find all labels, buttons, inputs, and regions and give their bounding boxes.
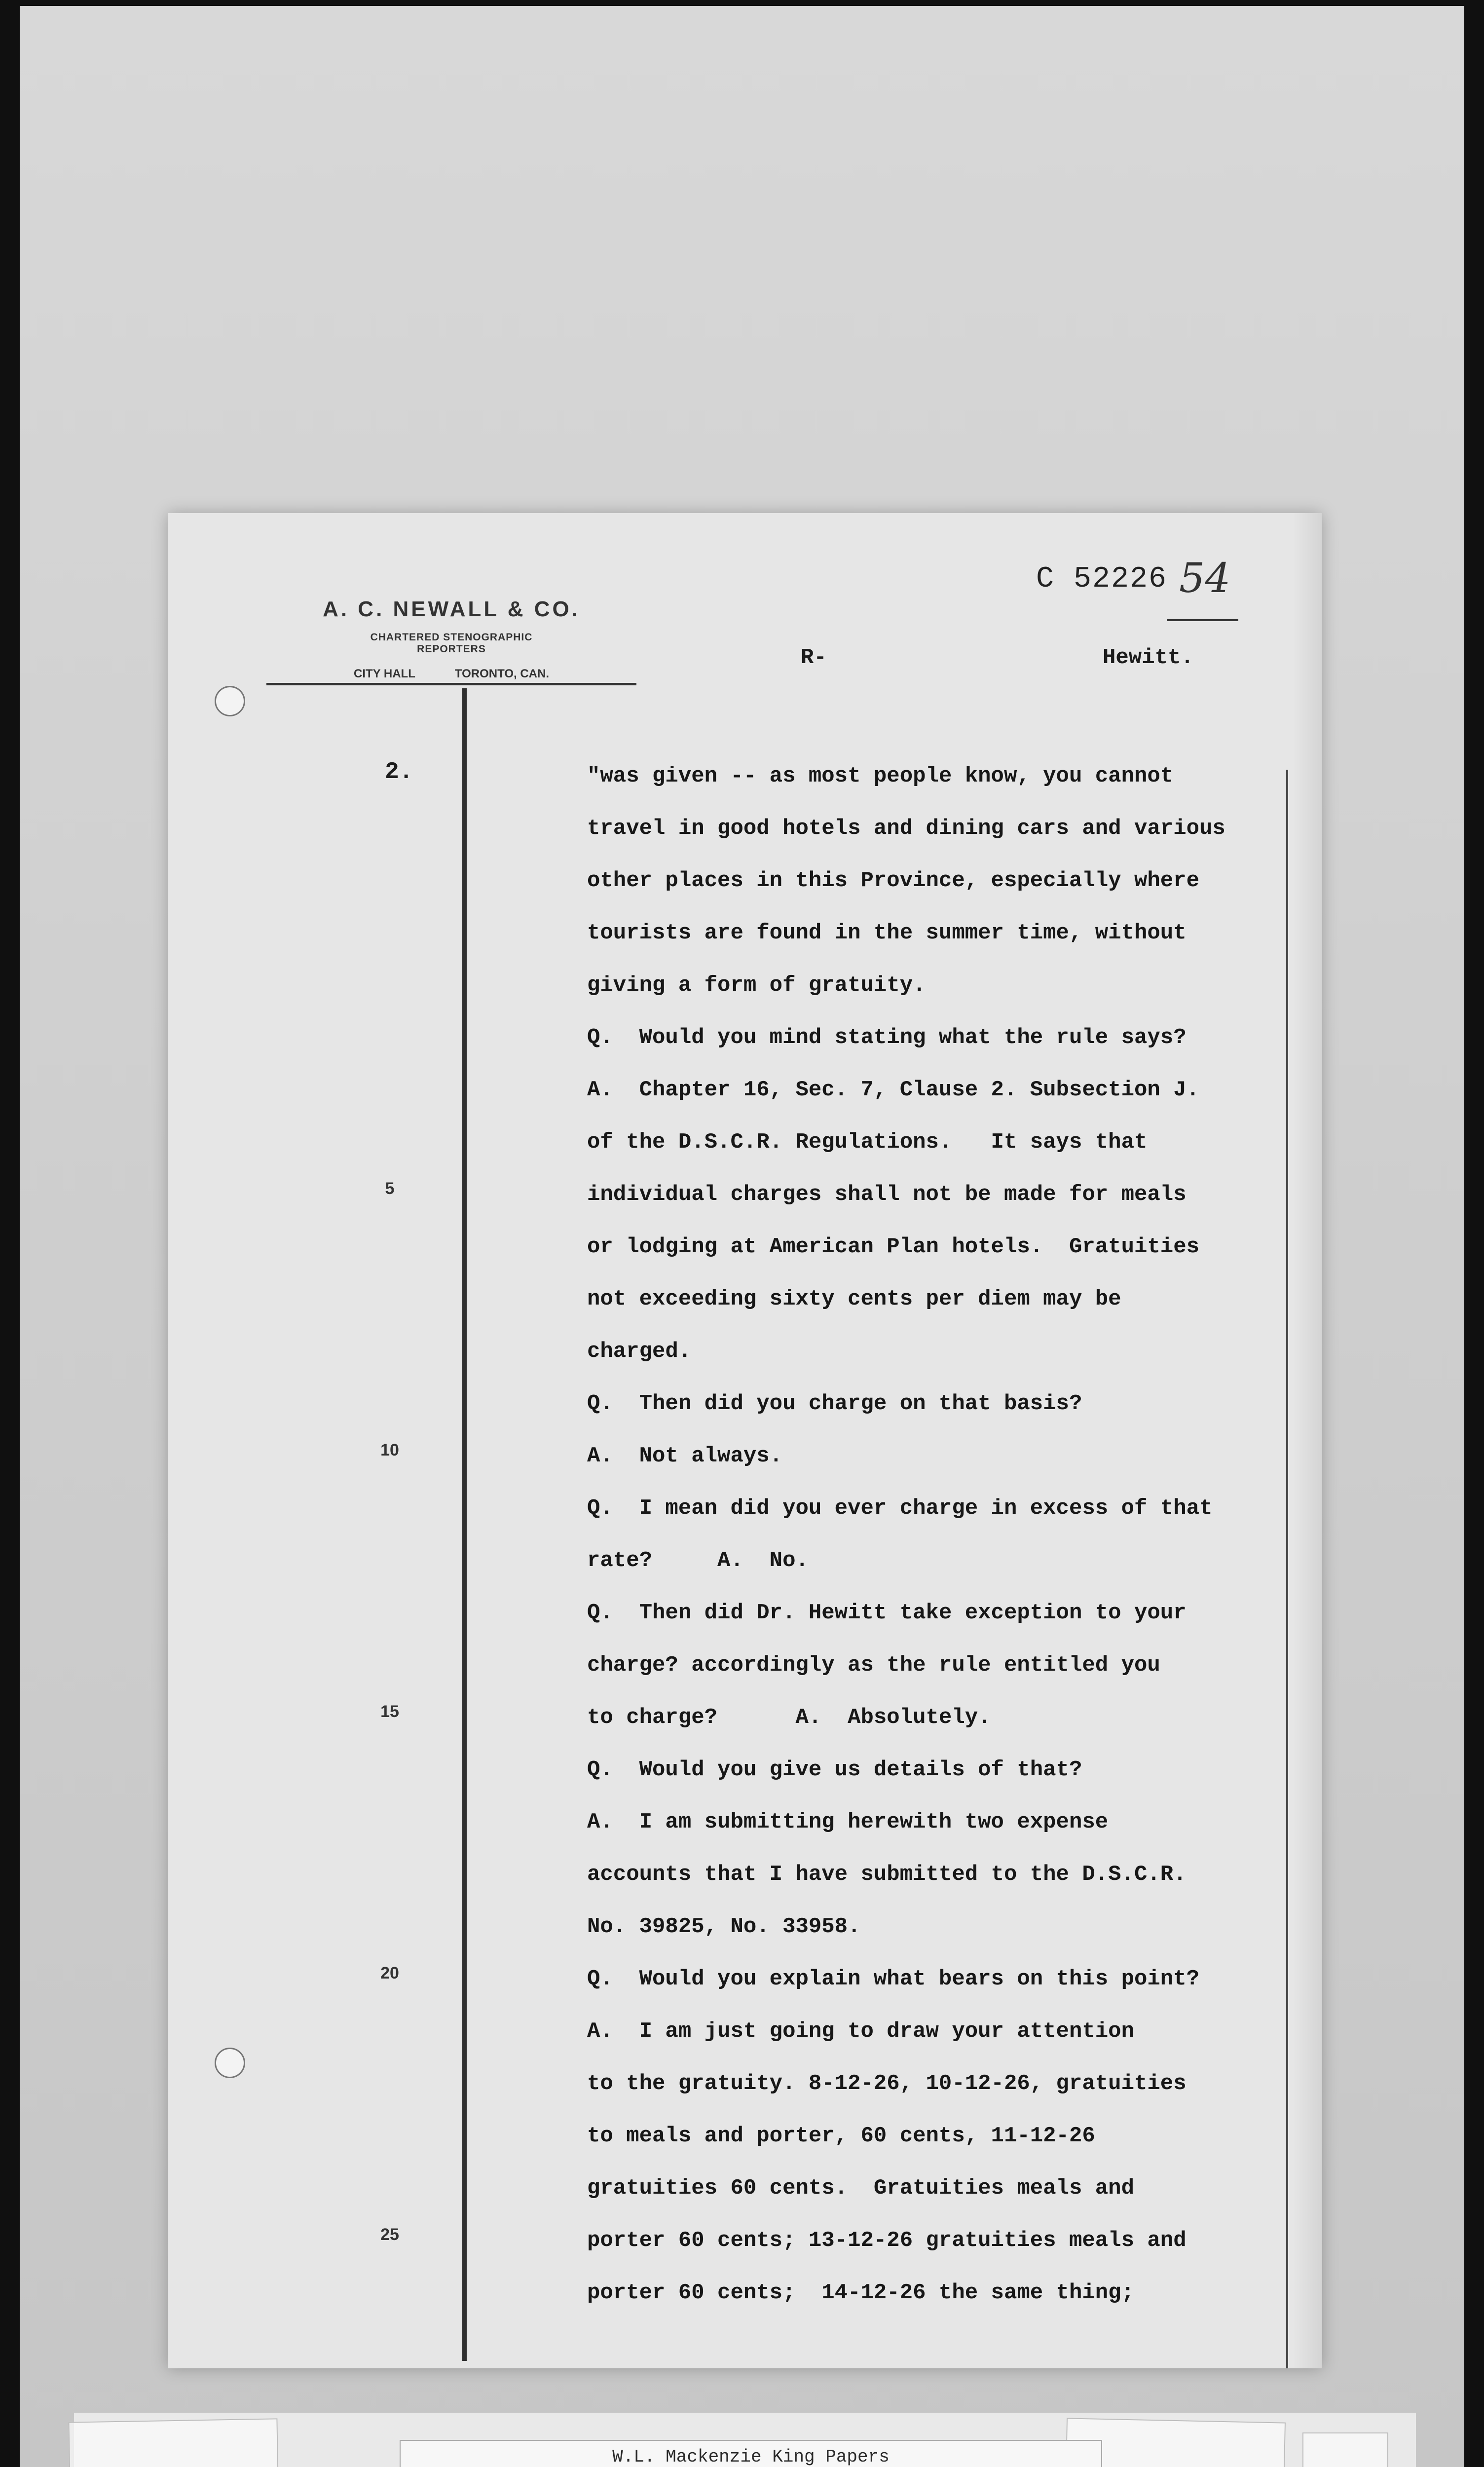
text-line: or lodging at American Plan hotels. Gratuities xyxy=(587,1234,1200,1259)
document-id: C 52226 xyxy=(1036,562,1168,596)
text-line: porter 60 cents; 13-12-26 gratuities meals and xyxy=(587,2228,1187,2253)
tape-strip xyxy=(68,2418,279,2467)
text-line: gratuities 60 cents. Gratuities meals and xyxy=(587,2176,1134,2201)
firm-name: A. C. NEWALL & CO. xyxy=(323,597,580,621)
text-line: travel in good hotels and dining cars and various xyxy=(587,816,1225,841)
text-line: not exceeding sixty cents per diem may be xyxy=(587,1287,1121,1311)
text-line: A. I am just going to draw your attention xyxy=(587,2019,1134,2044)
folio-number: 54 xyxy=(1179,555,1231,602)
address-city-hall: CITY HALL xyxy=(353,667,415,680)
collection-label xyxy=(400,2440,1102,2467)
address-location: TORONTO, CAN. xyxy=(454,667,549,680)
page-number: 2. xyxy=(385,759,413,785)
text-line: accounts that I have submitted to the D.S.C.R. xyxy=(587,1862,1187,1887)
text-line: tourists are found in the summer time, without xyxy=(587,921,1187,945)
text-line: Q. Would you mind stating what the rule says? xyxy=(587,1025,1187,1050)
line-number: 20 xyxy=(380,1964,399,1982)
line-number: 10 xyxy=(380,1441,399,1459)
line-number: 15 xyxy=(380,1702,399,1721)
firm-description-2: REPORTERS xyxy=(417,643,486,655)
text-line: Q. Would you explain what bears on this point? xyxy=(587,1967,1200,1991)
line-number: 25 xyxy=(380,2225,399,2244)
film-edge-top xyxy=(0,0,1484,6)
text-line: rate? A. No. xyxy=(587,1548,809,1573)
punch-hole xyxy=(215,2048,245,2078)
text-line: No. 39825, No. 33958. xyxy=(587,1914,861,1939)
page-shadow xyxy=(1293,513,1322,2368)
text-line: to charge? A. Absolutely. xyxy=(587,1705,991,1730)
letterhead xyxy=(266,597,636,685)
text-line: to the gratuity. 8-12-26, 10-12-26, gratuities xyxy=(587,2071,1187,2096)
film-edge-right xyxy=(1464,0,1484,2467)
header-label: R- xyxy=(801,645,827,670)
text-line: Q. I mean did you ever charge in excess of that xyxy=(587,1496,1213,1521)
text-line: A. I am submitting herewith two expense xyxy=(587,1810,1109,1834)
text-line: to meals and porter, 60 cents, 11-12-26 xyxy=(587,2124,1095,2148)
transcript-body xyxy=(587,750,1288,2319)
text-line: charge? accordingly as the rule entitled you xyxy=(587,1653,1160,1678)
firm-address xyxy=(266,667,636,685)
text-line: porter 60 cents; 14-12-26 the same thing; xyxy=(587,2280,1134,2305)
text-line: Q. Then did you charge on that basis? xyxy=(587,1391,1082,1416)
text-line: other places in this Province, especially where xyxy=(587,868,1200,893)
text-line: of the D.S.C.R. Regulations. It says that xyxy=(587,1130,1148,1155)
text-line: A. Chapter 16, Sec. 7, Clause 2. Subsection J. xyxy=(587,1078,1200,1102)
film-edge-left xyxy=(0,0,20,2467)
text-line: "was given -- as most people know, you cannot xyxy=(587,764,1174,788)
text-line: Q. Would you give us details of that? xyxy=(587,1757,1082,1782)
line-number: 5 xyxy=(385,1179,395,1198)
text-line: individual charges shall not be made for meals xyxy=(587,1182,1187,1207)
punch-hole xyxy=(215,686,245,716)
text-line: giving a form of gratuity. xyxy=(587,973,926,998)
firm-description: CHARTERED STENOGRAPHIC xyxy=(370,632,533,643)
collection-name: W.L. Mackenzie King Papers xyxy=(612,2446,890,2467)
transcript-page xyxy=(168,513,1322,2368)
text-line: Q. Then did Dr. Hewitt take exception to your xyxy=(587,1601,1187,1625)
margin-rule xyxy=(462,688,467,2361)
tape-strip xyxy=(1302,2432,1388,2467)
text-line: A. Not always. xyxy=(587,1444,783,1468)
header-name: Hewitt. xyxy=(1103,645,1194,670)
text-line: charged. xyxy=(587,1339,692,1364)
folio-underline xyxy=(1167,619,1238,621)
